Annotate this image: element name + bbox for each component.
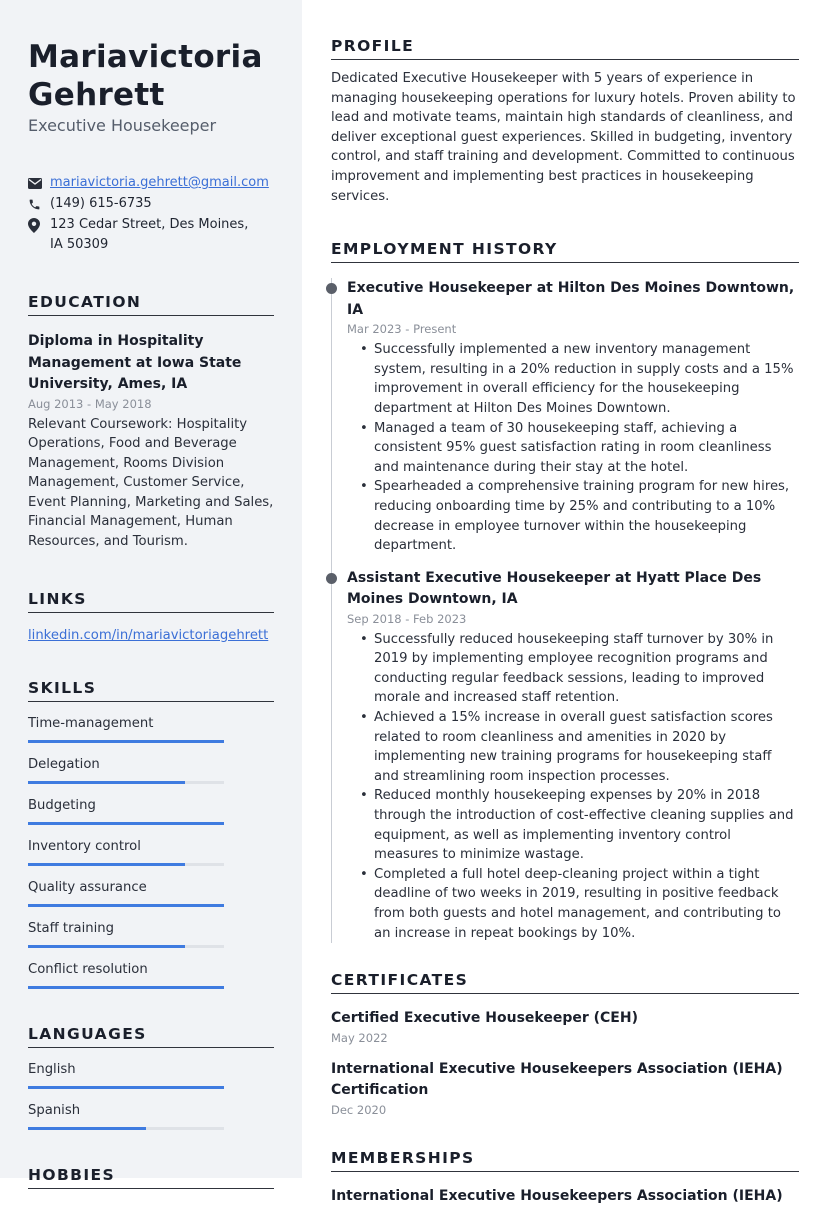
skill-level-fill: [28, 945, 185, 948]
skill-item: [28, 919, 274, 948]
education-dates: Aug 2013 - May 2018: [28, 396, 152, 411]
profile-text: Dedicated Executive Housekeeper with 5 years of experience in managing housekeeping operations for luxury hotels. Proven ability to lead and motivate teams, maintain high standards of cleanliness, and deliver exceptional guest experiences. Skilled in budgeting, inventory control, and staff training and development. Committed to continuous improvement and implementing best practices in housekeeping services.: [331, 71, 796, 204]
job-bullets: [347, 340, 799, 556]
profile-heading: PROFILE: [331, 37, 799, 60]
skill-item: [28, 837, 274, 866]
skill-level-bar: [28, 904, 224, 907]
skill-level-bar: [28, 740, 224, 743]
skill-level-bar: [28, 945, 224, 948]
profile-section: [331, 37, 799, 206]
languages-list: [28, 1060, 274, 1130]
education-section: [28, 293, 274, 552]
job-dates: Mar 2023 - Present: [347, 322, 457, 337]
skill-item: [28, 714, 274, 743]
address-text: 123 Cedar Street, Des Moines, IA 50309: [50, 217, 249, 252]
skill-level-fill: [28, 904, 224, 907]
hobbies-heading: HOBBIES: [28, 1166, 274, 1189]
sidebar: [0, 0, 302, 1184]
job-bullet: • Achieved a 15% increase in overall guest satisfaction scores related to room cleanliness and amenities in 2020 by implementing new training programs for housekeeping staff and streamlining room inspection processes.: [347, 708, 799, 786]
certificate-date: Dec 2020: [331, 1102, 387, 1117]
job-bullet: • Managed a team of 30 housekeeping staff, achieving a consistent 95% guest satisfaction rating in room cleanliness and maintenance during their stay at the hotel.: [347, 419, 799, 478]
skill-item: [28, 960, 274, 989]
timeline-dot-icon: [326, 573, 337, 584]
skill-label: Conflict resolution: [28, 961, 148, 977]
skill-level-fill: [28, 740, 224, 743]
email-link[interactable]: mariavictoria.gehrett@gmail.com: [50, 175, 269, 190]
certificate-item: [331, 1008, 799, 1045]
skill-level-fill: [28, 986, 224, 989]
education-heading: EDUCATION: [28, 293, 274, 316]
skill-item: [28, 796, 274, 825]
skill-item: [28, 878, 274, 907]
links-section: [28, 590, 274, 643]
membership-item: [331, 1186, 799, 1207]
memberships-section: [331, 1149, 799, 1207]
language-label: Spanish: [28, 1102, 81, 1118]
job-title: Executive Housekeeper at Hilton Des Moines Downtown, IA: [347, 280, 795, 318]
language-item: [28, 1101, 274, 1130]
linkedin-link[interactable]: linkedin.com/in/mariavictoriagehrett: [28, 627, 269, 643]
memberships-heading: MEMBERSHIPS: [331, 1149, 799, 1172]
employment-timeline: [331, 278, 799, 943]
language-level-bar: [28, 1086, 224, 1089]
skill-label: Delegation: [28, 756, 100, 772]
skill-label: Inventory control: [28, 838, 141, 854]
skill-level-bar: [28, 863, 224, 866]
job-bullets: [347, 630, 799, 944]
job-bullet: • Completed a full hotel deep-cleaning project within a tight deadline of two weeks in 2019, resulting in positive feedback from both guests and hotel management, and contributing to an increase in repeat bookings by 10%.: [347, 865, 799, 943]
languages-heading: LANGUAGES: [28, 1025, 274, 1048]
skill-level-fill: [28, 781, 185, 784]
certificate-date: May 2022: [331, 1030, 388, 1045]
job-entry: [347, 568, 799, 944]
language-item: [28, 1060, 274, 1089]
skill-level-fill: [28, 822, 224, 825]
skill-level-bar: [28, 781, 224, 784]
job-title: Assistant Executive Housekeeper at Hyatt Place Des Moines Downtown, IA: [347, 569, 762, 608]
certificate-title: Certified Executive Housekeeper (CEH): [331, 1010, 638, 1027]
contact-block: [28, 173, 274, 255]
hobbies-section: [28, 1166, 274, 1189]
job-title: Executive Housekeeper: [28, 116, 217, 135]
certificates-list: [331, 1008, 799, 1117]
certificate-item: [331, 1059, 799, 1117]
language-level-bar: [28, 1127, 224, 1130]
employment-section: [331, 240, 799, 943]
contact-email-row: [28, 173, 274, 193]
skill-level-fill: [28, 863, 185, 866]
job-entry: [347, 278, 799, 568]
skill-level-bar: [28, 822, 224, 825]
map-pin-icon: [28, 215, 50, 235]
certificate-title: International Executive Housekeepers Association (IEHA) Certification: [331, 1060, 783, 1099]
skill-label: Budgeting: [28, 797, 96, 813]
language-label: English: [28, 1061, 76, 1077]
skill-level-bar: [28, 986, 224, 989]
skills-section: [28, 679, 274, 989]
job-bullet: • Reduced monthly housekeeping expenses by 20% in 2018 through the introduction of cost-effective cleaning supplies and equipment, as well as implementing inventory control measures to minimize wastage.: [347, 786, 799, 864]
timeline-dot-icon: [326, 283, 337, 294]
phone-icon: [28, 194, 50, 214]
certificates-section: [331, 971, 799, 1117]
education-description: Relevant Coursework: Hospitality Operations, Food and Beverage Management, Rooms Division Management, Customer Service, Event Planning, Marketing and Sales, Financial Management, Human Resources, and Tourism.: [28, 416, 274, 550]
contact-phone-row: [28, 194, 274, 214]
skill-label: Time-management: [28, 715, 154, 731]
certificates-heading: CERTIFICATES: [331, 971, 799, 994]
main-content: [331, 37, 799, 1207]
skill-label: Staff training: [28, 920, 114, 936]
candidate-name: [28, 38, 274, 114]
skill-label: Quality assurance: [28, 879, 147, 895]
language-level-fill: [28, 1127, 146, 1130]
employment-heading: EMPLOYMENT HISTORY: [331, 240, 799, 263]
name-line-1: Mariavictoria: [28, 39, 263, 75]
job-dates: Sep 2018 - Feb 2023: [347, 611, 467, 626]
job-bullet: • Successfully implemented a new inventory management system, resulting in a 20% reduction in supply costs and a 15% improvement in overall efficiency for the housekeeping department at Hilton Des Moines Downtown.: [347, 340, 799, 418]
languages-section: [28, 1025, 274, 1130]
language-level-fill: [28, 1086, 224, 1089]
skills-heading: SKILLS: [28, 679, 274, 702]
skill-item: [28, 755, 274, 784]
education-degree: Diploma in Hospitality Management at Iowa State University, Ames, IA: [28, 333, 242, 392]
membership-title: International Executive Housekeepers Association (IEHA): [331, 1187, 783, 1204]
skills-list: [28, 714, 274, 989]
job-bullet: • Spearheaded a comprehensive training program for new hires, reducing onboarding time by 25% and contributing to a 10% decrease in employee turnover within the housekeeping department.: [347, 477, 799, 555]
phone-text: (149) 615-6735: [50, 196, 152, 211]
job-bullet: • Successfully reduced housekeeping staff turnover by 30% in 2019 by implementing employee recognition programs and conducting regular feedback sessions, leading to improved morale and increased staff retention.: [347, 630, 799, 708]
envelope-icon: [28, 173, 50, 193]
contact-address-row: [28, 215, 274, 255]
links-heading: LINKS: [28, 590, 274, 613]
name-line-2: Gehrett: [28, 77, 165, 113]
